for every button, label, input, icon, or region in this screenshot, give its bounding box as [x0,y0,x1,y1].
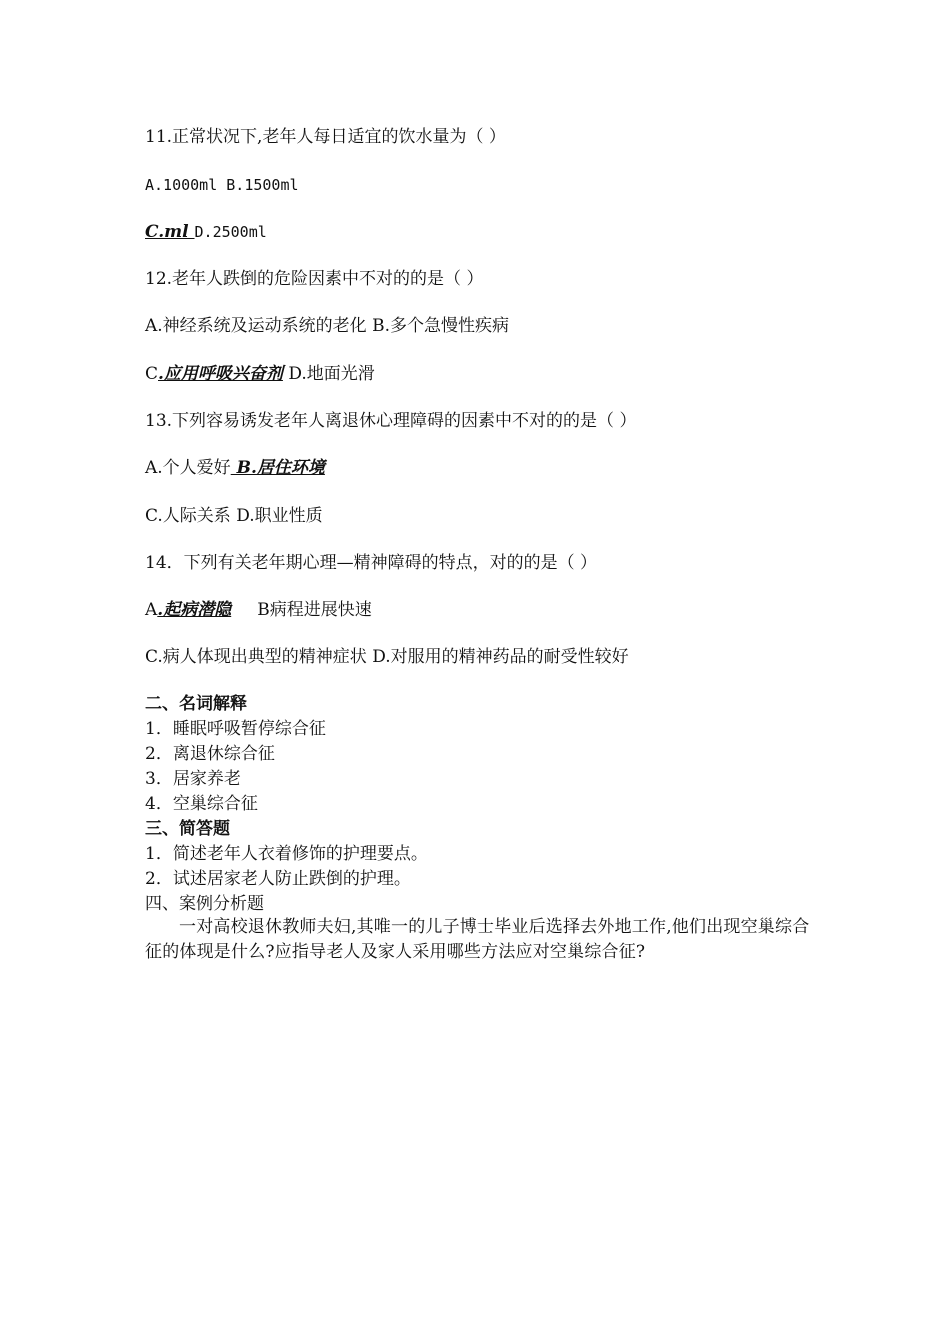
list-item: 4．空巢综合征 [145,794,258,814]
q13-options-ab [145,457,325,479]
section-title: 四、案例分析题 [145,894,264,914]
marked-answer: B.居住环境 [230,458,325,478]
answer-bracket: （ ） [557,553,598,573]
list-item: 2．试述居家老人防止跌倒的护理。 [145,869,411,889]
option-text: D.2500ml [194,223,267,241]
option-text: A.个人爱好 [145,458,231,478]
q13-options-cd [145,505,323,527]
q11-options-ab [145,174,299,196]
term-3 [145,768,241,790]
question-stem: 12.老年人跌倒的危险因素中不对的的是 [145,269,445,289]
question-stem: 14．下列有关老年期心理—精神障碍的特点，对的的是 [145,553,558,573]
question-stem: 13.下列容易诱发老年人离退休心理障碍的因素中不对的的是 [145,411,598,431]
question-12 [145,268,483,290]
section-heading-2 [145,693,247,715]
marked-answer: .应用呼吸兴奋剂 [158,364,283,384]
q14-options-cd [145,646,629,668]
case-analysis-paragraph: 一对高校退休教师夫妇,其唯一的儿子博士毕业后选择去外地工作,他们出现空巢综合征的体现是什么?应指导老人及家人采用哪些方法应对空巢综合征? [145,917,810,962]
option-text: C.人际关系 D.职业性质 [145,506,323,526]
option-text: C.病人体现出典型的精神症状 D.对服用的精神药品的耐受性较好 [145,647,629,667]
question-11 [145,126,506,148]
q14-options-ab [145,599,372,621]
q12-options-ab [145,315,509,337]
question-stem: 11.正常状况下,老年人每日适宜的饮水量为 [145,127,467,147]
option-text: B病程进展快速 [257,600,372,620]
answer-bracket: （ ） [444,269,484,289]
short-answer-1 [145,843,428,865]
option-prefix: A [145,600,158,620]
question-13 [145,410,636,432]
q11-options-cd [145,221,267,243]
answer-bracket: （ ） [466,127,506,147]
option-text: D.地面光滑 [288,364,375,384]
term-4 [145,793,258,815]
marked-answer: .起病潜隐 [157,600,232,620]
list-item: 3．居家养老 [145,769,241,789]
short-answer-2 [145,868,411,890]
list-item: 1．简述老年人衣着修饰的护理要点。 [145,844,428,864]
section-heading-3 [145,818,230,840]
section-title: 三、简答题 [145,819,230,839]
term-2 [145,743,275,765]
option-text: A.1000ml B.1500ml [145,176,299,194]
question-14 [145,552,597,574]
list-item: 2．离退休综合征 [145,744,275,764]
section-heading-4 [145,893,264,915]
option-prefix: C [145,364,159,384]
list-item: 1．睡眠呼吸暂停综合征 [145,719,326,739]
option-text: A.神经系统及运动系统的老化 B.多个急慢性疾病 [145,316,509,336]
marked-answer: C.ml [145,222,195,242]
answer-bracket: （ ） [597,411,637,431]
term-1 [145,718,326,740]
q12-options-cd [145,363,375,385]
section-title: 二、名词解释 [145,694,247,714]
